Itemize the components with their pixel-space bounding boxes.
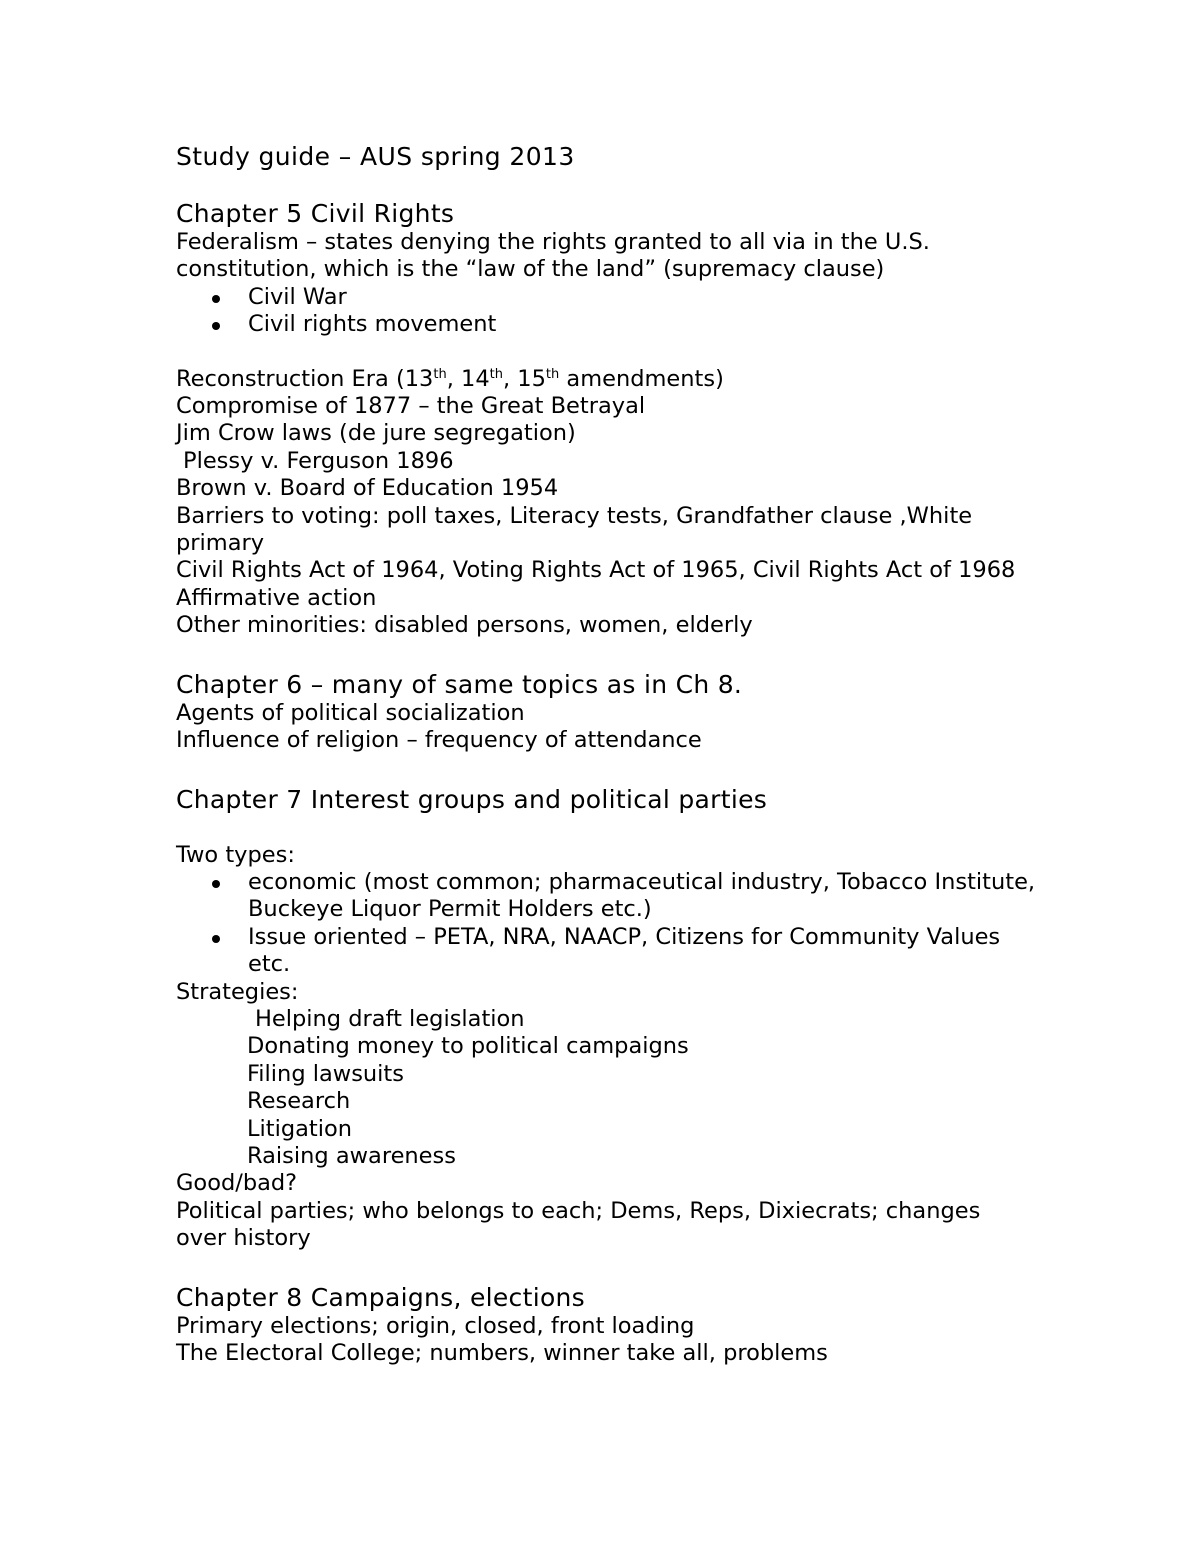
religion-text: Influence of religion – frequency of attendance: [176, 727, 702, 754]
spacer: [176, 755, 1036, 785]
list-item-text: Civil War: [248, 283, 347, 310]
primary-elections-text: Primary elections; origin, closed, front loading: [176, 1312, 695, 1339]
superscript: th: [433, 366, 447, 382]
document-body: [176, 142, 1036, 1367]
list-item: [176, 284, 1036, 311]
electoral-college-text: The Electoral College; numbers, winner take all, problems: [176, 1340, 828, 1366]
strategy-item: Donating money to political campaigns: [247, 1033, 689, 1060]
list-item-text: economic (most common; pharmaceutical industry, Tobacco Institute, Buckeye Liquor Permit Holders etc.): [248, 868, 1036, 923]
list-item: [176, 869, 1036, 924]
text-segment: , 15: [502, 365, 546, 392]
strategy-item: Filing lawsuits: [247, 1060, 404, 1087]
strategy-item: Litigation: [247, 1115, 353, 1142]
two-types-label: Two types:: [176, 841, 295, 868]
bullet-icon: [212, 295, 220, 303]
chapter-6-heading: Chapter 6 – many of same topics as in Ch 8.: [176, 669, 743, 699]
chapter-8-heading: Chapter 8 Campaigns, elections: [176, 1282, 586, 1312]
compromise-text: Compromise of 1877 – the Great Betrayal: [176, 393, 646, 420]
political-parties-text: Political parties; who belongs to each; Dems, Reps, Dixiecrats; changes over history: [176, 1197, 981, 1252]
bullet-icon: [212, 322, 220, 330]
strategy-item: Research: [247, 1088, 351, 1115]
list-item: [176, 311, 1036, 338]
bullet-icon: [212, 880, 220, 888]
strategies-label: Strategies:: [176, 978, 299, 1005]
text-segment: , 14: [446, 365, 490, 392]
federalism-text: Federalism – states denying the rights granted to all via in the U.S. constitution, which is the “law of the land” (supremacy clause): [176, 229, 930, 283]
strategy-item: Raising awareness: [247, 1142, 456, 1169]
other-minorities-text: Other minorities: disabled persons, women, elderly: [176, 612, 753, 639]
spacer: [176, 815, 1036, 842]
spacer: [176, 1253, 1036, 1283]
list-item-text: Civil rights movement: [248, 311, 497, 338]
jim-crow-text: Jim Crow laws (de jure segregation): [176, 420, 576, 447]
ch7-bullet-list: [176, 869, 1036, 979]
superscript: th: [489, 366, 503, 382]
document-title: Study guide – AUS spring 2013: [176, 142, 575, 171]
good-bad-text: Good/bad?: [176, 1170, 298, 1197]
text-segment: Reconstruction Era (13: [176, 365, 434, 392]
ch5-bullet-list: [176, 284, 1036, 339]
barriers-text: Barriers to voting: poll taxes, Literacy tests, Grandfather clause ,White primary: [176, 502, 973, 557]
list-item-text: Issue oriented – PETA, NRA, NAACP, Citizens for Community Values etc.: [248, 923, 1001, 978]
reconstruction-text: [176, 366, 1036, 393]
brown-text: Brown v. Board of Education 1954: [176, 475, 559, 502]
chapter-7-heading: Chapter 7 Interest groups and political parties: [176, 784, 768, 814]
text-segment: amendments): [559, 365, 724, 392]
plessy-text: Plessy v. Ferguson 1896: [183, 447, 454, 474]
spacer: [176, 339, 1036, 366]
spacer: [176, 172, 1036, 199]
socialization-text: Agents of political socialization: [176, 699, 525, 726]
list-item: [176, 924, 1036, 979]
bullet-icon: [212, 935, 220, 943]
superscript: th: [545, 366, 560, 382]
strategy-item: Helping draft legislation: [255, 1005, 525, 1032]
civil-rights-acts-text: Civil Rights Act of 1964, Voting Rights Act of 1965, Civil Rights Act of 1968: [176, 557, 1016, 584]
spacer: [176, 640, 1036, 670]
affirmative-action-text: Affirmative action: [176, 584, 377, 611]
chapter-5-heading: Chapter 5 Civil Rights: [176, 199, 455, 228]
